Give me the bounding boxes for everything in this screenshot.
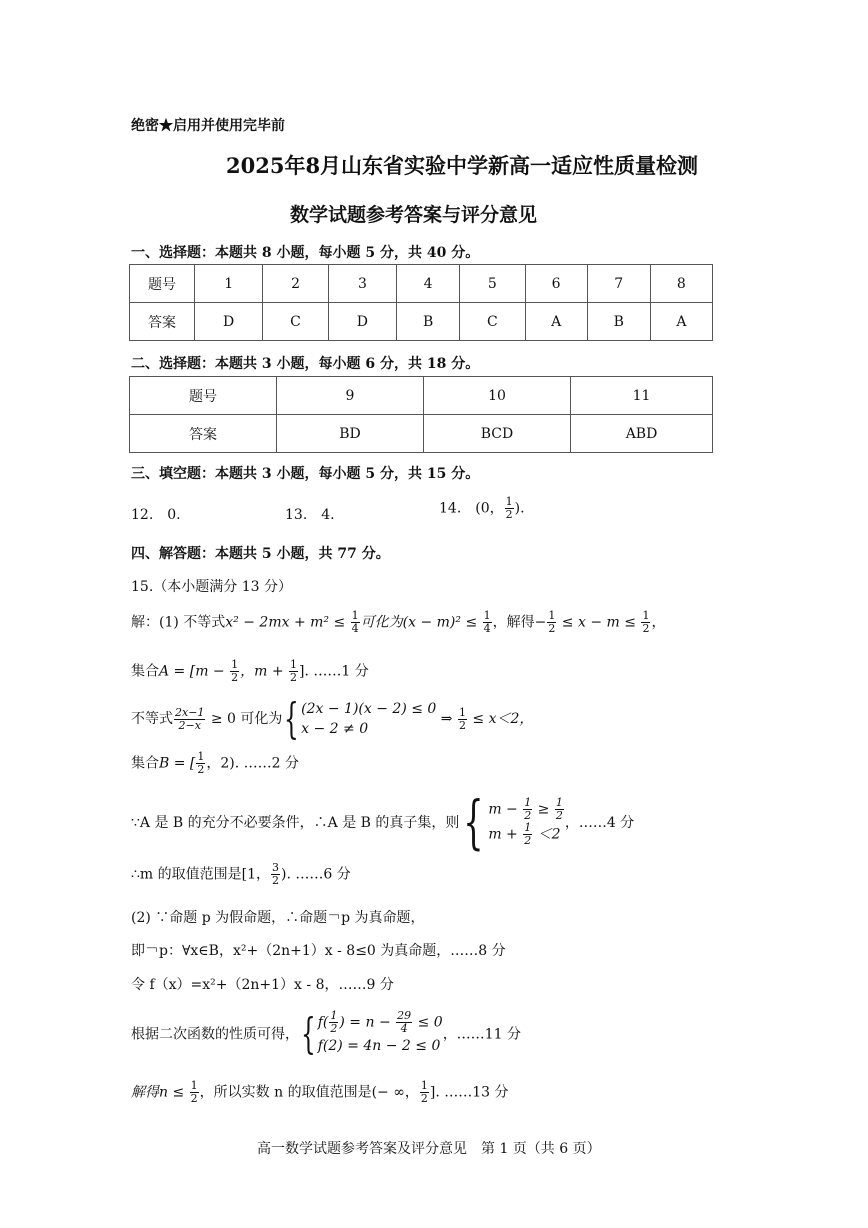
solution-line-10: 根据二次函数的性质可得，{ f( $\frac{1}{2}$ ) = n − $\frac{29}{4}$ ≤ 0 f(2) = 4n − 2 ≤ 0 ，……11 分 <box>131 1008 521 1058</box>
table-row <box>130 303 713 341</box>
table-row <box>130 265 713 303</box>
solution-line-11: 解得n ≤ $\frac{1}{2}$ ，所以实数 n 的取值范围是(− ∞， $\frac{1}{2}$ ]. ……13 分 <box>131 1079 509 1105</box>
row-label: 题号 <box>130 265 195 303</box>
cell: B <box>587 303 650 341</box>
cell: 9 <box>277 377 424 415</box>
cell: A <box>650 303 712 341</box>
cell: ABD <box>571 415 713 453</box>
section1-heading: 一、选择题：本题共 8 小题，每小题 5 分，共 40 分。 <box>131 245 480 261</box>
cell: 10 <box>424 377 571 415</box>
cell: C <box>460 303 525 341</box>
cell: 6 <box>525 265 587 303</box>
solution-line-4: 集合B = [ $\frac{1}{2}$ ，2). ……2 分 <box>131 750 300 776</box>
section3-heading: 三、填空题：本题共 3 小题，每小题 5 分，共 15 分。 <box>131 466 480 482</box>
cell: B <box>397 303 460 341</box>
row-label: 答案 <box>130 303 195 341</box>
solution-line-5: ∵A 是 B 的充分不必要条件，∴A 是 B 的真子集，则{ m − $\frac{1}{2}$ ≥ $\frac{1}{2}$ m + $\frac{1}{2}$ ＜2 ，……4 分 <box>131 788 635 856</box>
cell: 5 <box>460 265 525 303</box>
page-title: 2025年8月山东省实验中学新高一适应性质量检测 <box>226 153 699 178</box>
table-row <box>130 377 713 415</box>
solution-line-1: 解：(1) 不等式x² − 2mx + m² ≤ $\frac{1}{4}$ 可化为(x − m)² ≤ $\frac{1}{4}$ ，解得− $\frac{1}{2}$ ≤ x − m ≤ $\frac{1}{2}$ ， <box>131 609 666 635</box>
secret-label: 绝密★启用并使用完毕前 <box>131 118 285 134</box>
solution-line-9: 令 f（x）=x²+（2n+1）x - 8，……9 分 <box>131 977 394 993</box>
solution-line-2: 集合A = [m − $\frac{1}{2}$ ，m + $\frac{1}{2}$ ]. ……1 分 <box>131 658 369 684</box>
cell: 11 <box>571 377 713 415</box>
section1-table <box>129 264 713 341</box>
cell: BD <box>277 415 424 453</box>
solution-line-8: 即￢p：∀x∈B，x²+（2n+1）x - 8≤0 为真命题，……8 分 <box>131 943 506 959</box>
cell: D <box>195 303 263 341</box>
solution-line-7: (2) ∵命题 p 为假命题，∴命题￢p 为真命题， <box>131 910 425 926</box>
section2-heading: 二、选择题：本题共 3 小题，每小题 6 分，共 18 分。 <box>131 356 480 372</box>
section2-table <box>129 376 713 453</box>
cell: D <box>328 303 396 341</box>
answer-12: 12. 0. <box>131 507 181 523</box>
solution-line-3: 不等式 $\frac{2x-1}{2-x}$ ≥ 0 可化为{ (2x − 1)(x − 2) ≤ 0 x − 2 ≠ 0 ⇒ $\frac{1}{2}$ ≤ x＜2， <box>131 694 534 743</box>
cell: BCD <box>424 415 571 453</box>
row-label: 答案 <box>130 415 277 453</box>
cell: 4 <box>397 265 460 303</box>
section4-heading: 四、解答题：本题共 5 小题，共 77 分。 <box>131 546 390 562</box>
cell: 3 <box>328 265 396 303</box>
row-label: 题号 <box>130 377 277 415</box>
cell: C <box>263 303 328 341</box>
answer-14: 14. (0， $\frac{1}{2}$ ). <box>439 495 525 521</box>
cell: 7 <box>587 265 650 303</box>
answer-13: 13. 4. <box>285 507 335 523</box>
question-15-title: 15.（本小题满分 13 分） <box>131 579 292 595</box>
table-row <box>130 415 713 453</box>
cell: 2 <box>263 265 328 303</box>
solution-line-6: ∴m 的取值范围是[1， $\frac{3}{2}$ ). ……6 分 <box>131 861 351 887</box>
page-subtitle: 数学试题参考答案与评分意见 <box>290 204 538 226</box>
cell: A <box>525 303 587 341</box>
cell: 1 <box>195 265 263 303</box>
page-footer: 高一数学试题参考答案及评分意见 第 1 页（共 6 页） <box>257 1141 601 1157</box>
cell: 8 <box>650 265 712 303</box>
